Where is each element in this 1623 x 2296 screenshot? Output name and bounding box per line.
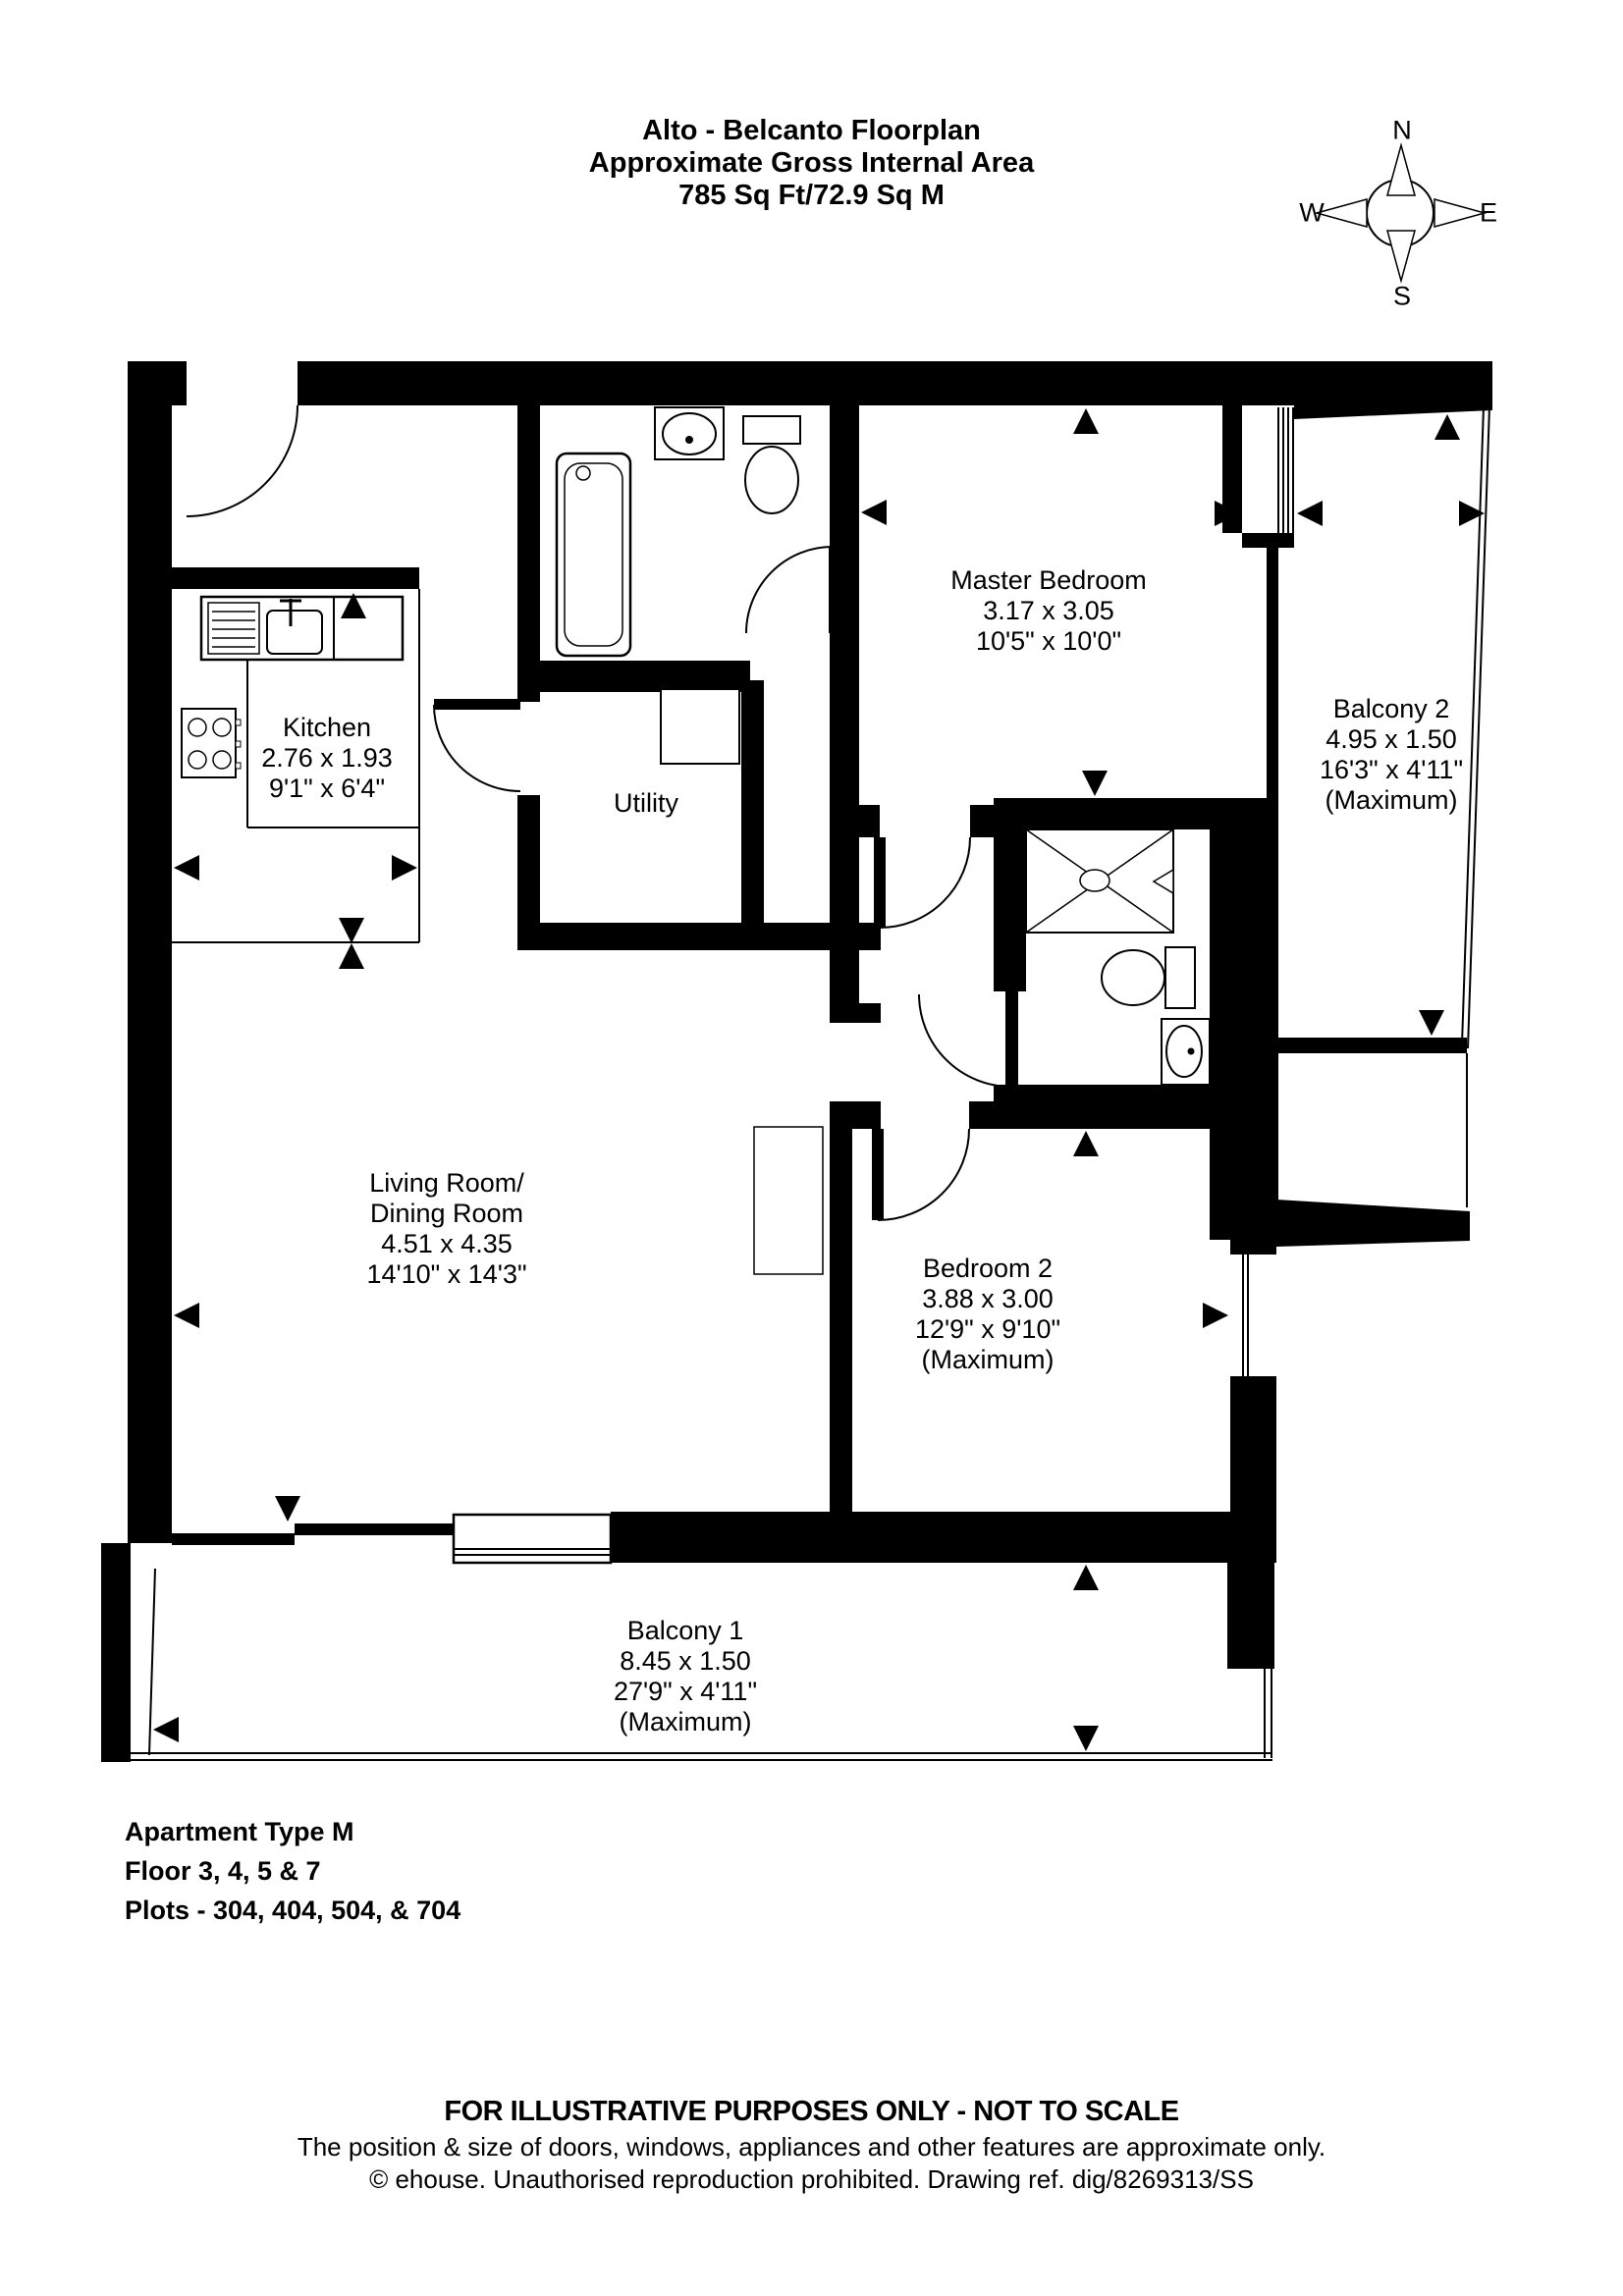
window-master-balcony2 bbox=[1242, 405, 1293, 533]
room-dim-metric: 4.51 x 4.35 bbox=[381, 1229, 513, 1258]
room-dim-note: (Maximum) bbox=[619, 1707, 752, 1736]
bathtub-icon bbox=[557, 454, 630, 656]
bathroom-door-leaf bbox=[829, 547, 841, 633]
room-name: Balcony 1 bbox=[626, 1616, 744, 1645]
room-name: Bedroom 2 bbox=[922, 1254, 1054, 1283]
room-label-utility bbox=[614, 788, 678, 819]
footer-disclaimer-text: The position & size of doors, windows, appliances and other features are approximate only. bbox=[297, 2132, 1326, 2162]
master-door-arc bbox=[880, 837, 970, 928]
compass-east-label: E bbox=[1479, 197, 1498, 228]
utility-door-leaf bbox=[434, 699, 520, 710]
room-label-balcony-2 bbox=[1320, 694, 1463, 816]
room-name: Balcony 2 bbox=[1332, 694, 1450, 723]
compass-south-label: S bbox=[1392, 281, 1412, 311]
utility-door-arc bbox=[434, 705, 520, 791]
shower-icon bbox=[1026, 829, 1173, 933]
kitchen-sink-icon bbox=[201, 597, 403, 660]
room-dim-metric: 3.17 x 3.05 bbox=[983, 596, 1114, 625]
ensuite-basin-icon bbox=[1162, 1019, 1210, 1085]
bedroom2-door-arc bbox=[878, 1129, 969, 1220]
room-label-kitchen bbox=[261, 713, 393, 804]
room-label-master-bedroom bbox=[950, 565, 1147, 657]
bedroom2-door-leaf bbox=[872, 1129, 884, 1220]
entry-door-arc bbox=[187, 405, 298, 516]
bathroom-toilet-icon bbox=[743, 416, 800, 513]
room-dim-imperial: 27'9" x 4'11" bbox=[613, 1677, 758, 1706]
ensuite-door-leaf bbox=[1005, 991, 1018, 1087]
apartment-plots: Plots - 304, 404, 504, & 704 bbox=[125, 1896, 461, 1925]
ensuite-toilet-icon bbox=[1102, 947, 1195, 1008]
footer-disclaimer-title: FOR ILLUSTRATIVE PURPOSES ONLY - NOT TO SCALE bbox=[444, 2096, 1179, 2127]
patio-door-balcony1 bbox=[454, 1515, 611, 1563]
room-dim-note: (Maximum) bbox=[1325, 785, 1458, 815]
footer-copyright: © ehouse. Unauthorised reproduction prohibited. Drawing ref. dig/8269313/SS bbox=[369, 2164, 1254, 2194]
ensuite-door-arc bbox=[919, 994, 1011, 1087]
bathroom-door-arc bbox=[746, 547, 833, 633]
room-label-living-dining bbox=[366, 1168, 526, 1290]
room-dim-note: (Maximum) bbox=[921, 1345, 1055, 1374]
wardrobe-icon bbox=[754, 1127, 823, 1274]
room-name: Living Room/ bbox=[369, 1168, 524, 1198]
area-line: 785 Sq Ft/72.9 Sq M bbox=[678, 180, 945, 211]
room-dim-imperial: 16'3" x 4'11" bbox=[1319, 755, 1464, 784]
room-dim-metric: 4.95 x 1.50 bbox=[1325, 724, 1457, 754]
walls bbox=[101, 361, 1492, 1762]
room-name: Utility bbox=[614, 788, 678, 818]
room-label-bedroom-2 bbox=[915, 1254, 1060, 1375]
room-label-balcony-1 bbox=[614, 1616, 757, 1737]
room-dim-imperial: 9'1" x 6'4" bbox=[268, 774, 386, 803]
room-name: Master Bedroom bbox=[950, 565, 1147, 595]
window-bedroom2 bbox=[1230, 1255, 1276, 1376]
room-dim-metric: 2.76 x 1.93 bbox=[261, 743, 393, 773]
room-dim-imperial: 14'10" x 14'3" bbox=[366, 1259, 527, 1289]
room-name-2: Dining Room bbox=[369, 1199, 524, 1228]
apartment-info bbox=[125, 1812, 460, 1930]
subtitle-line: Approximate Gross Internal Area bbox=[588, 147, 1035, 179]
master-door-leaf bbox=[874, 837, 886, 928]
apartment-type: Apartment Type M bbox=[125, 1817, 354, 1846]
title-line: Alto - Belcanto Floorplan bbox=[642, 115, 981, 146]
room-dim-metric: 3.88 x 3.00 bbox=[922, 1284, 1054, 1313]
room-dim-imperial: 10'5" x 10'0" bbox=[975, 626, 1122, 656]
compass-north-label: N bbox=[1392, 115, 1412, 145]
bathroom-basin-icon bbox=[655, 407, 724, 459]
room-name: Kitchen bbox=[282, 713, 372, 742]
apartment-floors: Floor 3, 4, 5 & 7 bbox=[125, 1856, 321, 1886]
room-dim-imperial: 12'9" x 9'10" bbox=[914, 1314, 1061, 1344]
compass-west-label: W bbox=[1299, 197, 1325, 228]
hob-icon bbox=[182, 709, 241, 777]
room-dim-metric: 8.45 x 1.50 bbox=[620, 1646, 751, 1676]
page-title bbox=[0, 115, 1623, 212]
washing-machine-icon bbox=[661, 689, 739, 764]
